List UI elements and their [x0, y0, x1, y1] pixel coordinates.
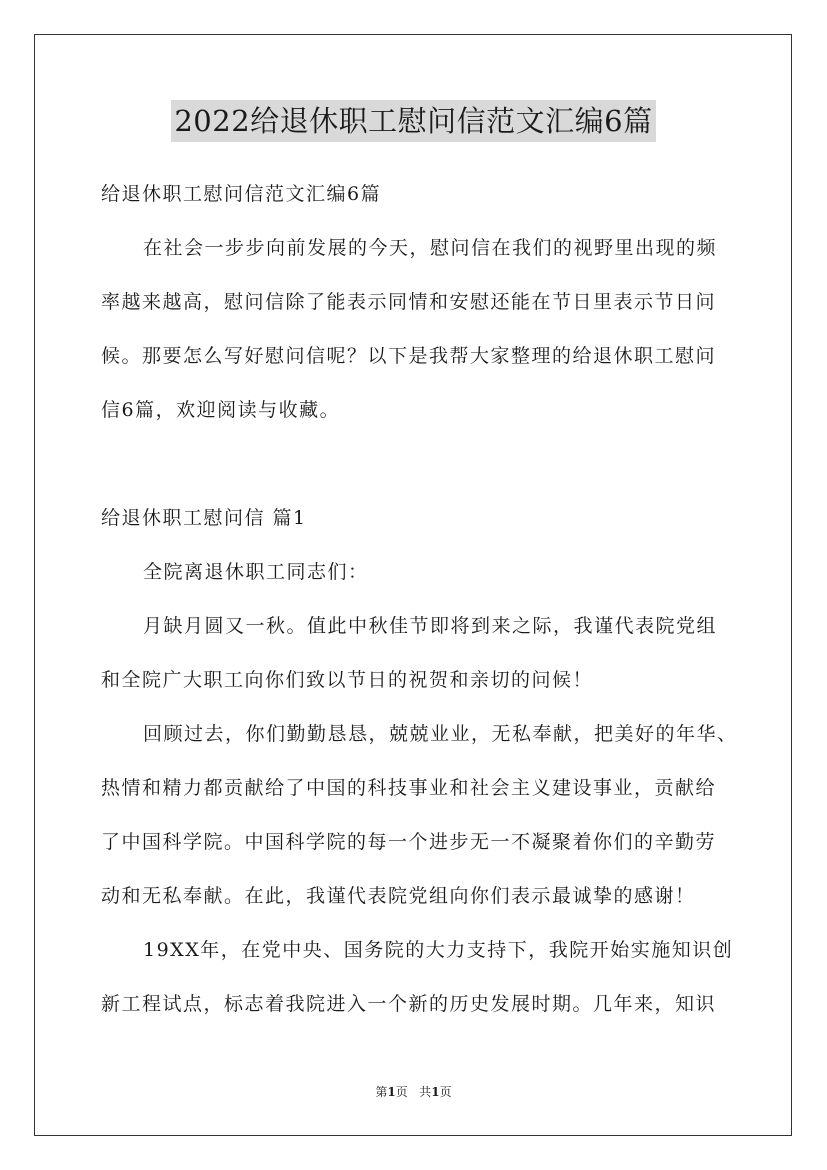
intro-line-3: 候。那要怎么写好慰问信呢？以下是我帮大家整理的给退休职工慰问 [101, 345, 717, 367]
total-suffix: 页 [439, 1085, 452, 1099]
page-suffix: 页 [395, 1085, 408, 1099]
body-line-1: 月缺月圆又一秋。值此中秋佳节即将到来之际，我谨代表院党组 [143, 615, 718, 637]
page-footer [0, 1083, 827, 1101]
page-prefix: 第 [375, 1085, 388, 1099]
intro-line-1: 在社会一步步向前发展的今天，慰问信在我们的视野里出现的频 [143, 237, 718, 259]
section-heading: 给退休职工慰问信 篇1 [101, 507, 307, 529]
salutation: 全院离退休职工同志们： [143, 561, 369, 583]
intro-line-2: 率越来越高，慰问信除了能表示同情和安慰还能在节日里表示节日问 [101, 291, 717, 313]
body-line-4: 热情和精力都贡献给了中国的科技事业和社会主义建设事业，贡献给 [101, 777, 717, 799]
body-line-8: 新工程试点，标志着我院进入一个新的历史发展时期。几年来，知识 [101, 993, 717, 1015]
title-container [0, 100, 827, 142]
page-total: 1 [431, 1085, 440, 1099]
page-current: 1 [387, 1085, 396, 1099]
body-line-7: 19XX年，在党中央、国务院的大力支持下，我院开始实施知识创 [143, 939, 734, 961]
body-line-2: 和全院广大职工向你们致以节日的祝贺和亲切的问候！ [101, 669, 594, 691]
total-prefix: 共 [419, 1085, 432, 1099]
body-line-5: 了中国科学院。中国科学院的每一个进步无一不凝聚着你们的辛勤劳 [101, 831, 717, 853]
document-title: 2022给退休职工慰问信范文汇编6篇 [171, 100, 655, 142]
document-subtitle: 给退休职工慰问信范文汇编6篇 [101, 183, 382, 205]
body-line-3: 回顾过去，你们勤勤恳恳，兢兢业业，无私奉献，把美好的年华、 [143, 723, 738, 745]
body-line-6: 动和无私奉献。在此，我谨代表院党组向你们表示最诚挚的感谢！ [101, 885, 696, 907]
intro-line-4: 信6篇，欢迎阅读与收藏。 [101, 399, 341, 421]
